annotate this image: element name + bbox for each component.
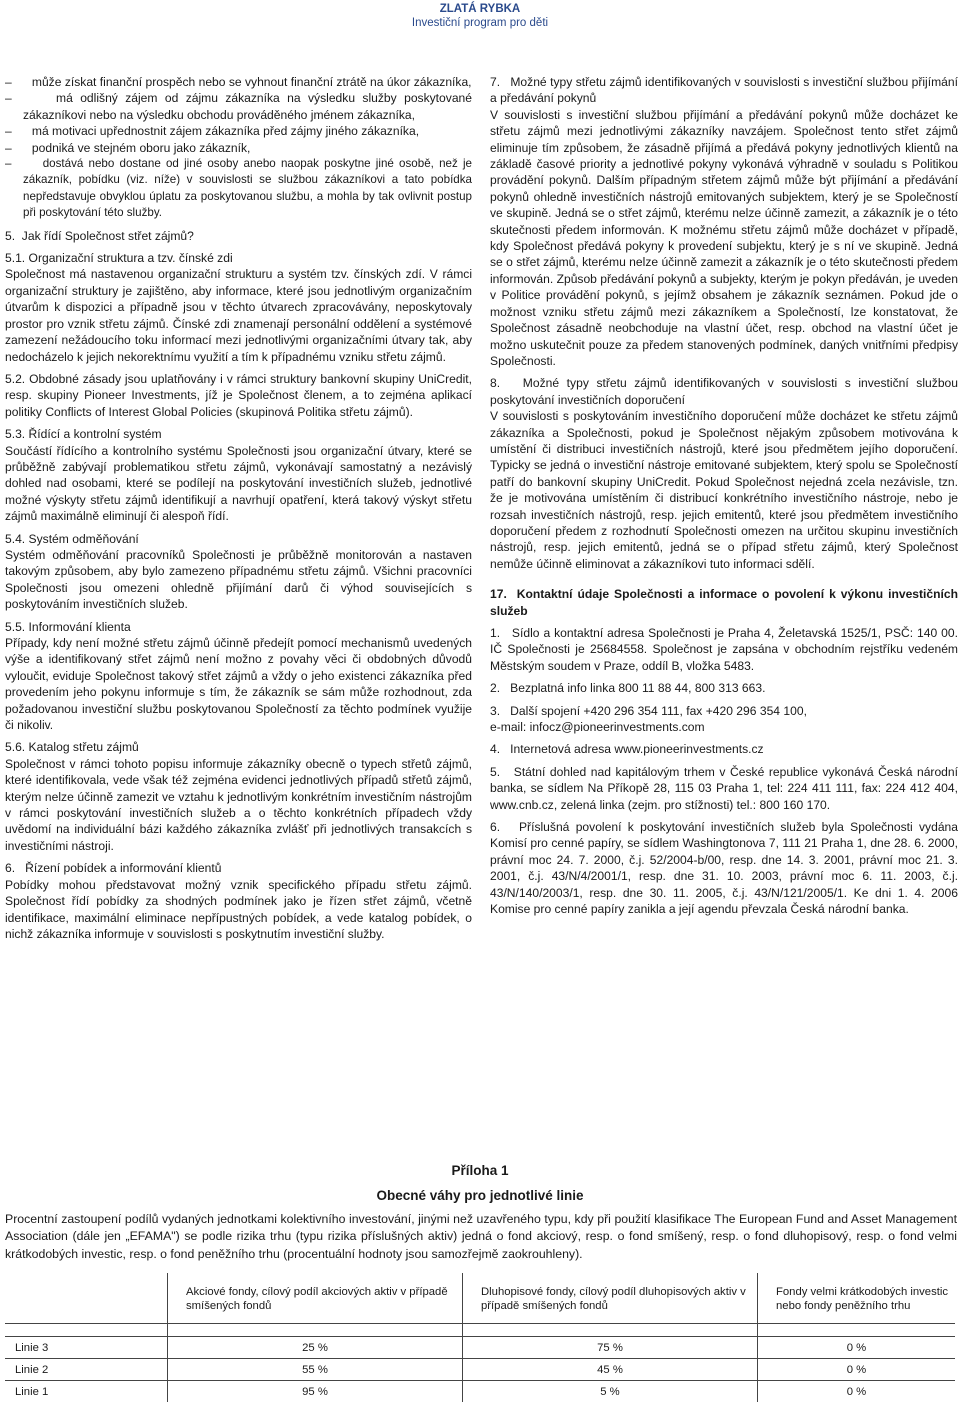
contact-item-4: 4. Internetová adresa www.pioneerinvestments.cz bbox=[490, 741, 958, 757]
section-5-4-body: Systém odměňování pracovníků Společnosti je průběžně monitorován a nastaven takovým způsobem, aby bylo zamezeno případnému střetu zájmů. Všichni pracovníci Společnosti jsou omezeni ohledně přijímání darů či výhod souvisejících s poskytováním investičních služeb. bbox=[5, 547, 472, 613]
row-label: Linie 1 bbox=[5, 1381, 168, 1402]
section-17-title: 17. Kontaktní údaje Společnosti a informace o povolení k výkonu investičních služeb bbox=[490, 586, 958, 619]
contact-item-1: 1. Sídlo a kontaktní adresa Společnosti je Praha 4, Želetavská 1525/1, PSČ: 140 00. IČ Společnosti je 25684558. Společnost je zapsána v obchodním rejstříku vedeném Městským soudem v Praze, oddíl B, vložka 5483. bbox=[490, 625, 958, 674]
bullet-same-business: – podniká ve stejném oboru jako zákazník, bbox=[5, 140, 472, 156]
table-cell: 45 % bbox=[463, 1359, 758, 1381]
bullet-inducement: – dostává nebo dostane od jiné osoby anebo naopak poskytne jiné osobě, než je zákazník, pobídku (viz. níže) v souvislosti se službou zákazníkovi a tato pobídka nepředstavuje obvyklou úplatu za poskytovanou službu, a mohla by tak ovlivnit postup při poskytování této služby. bbox=[5, 156, 472, 222]
contact-email: e-mail: infocz@pioneerinvestments.com bbox=[490, 719, 958, 735]
section-5-4-title: 5.4. Systém odměňování bbox=[5, 531, 472, 547]
annex-intro: Procentní zastoupení podílů vydaných jednotkami kolektivního investování, jinými než uzavřeného typu, kdy při použití klasifikace The European Fund and Asset Management Association (dále jen „EFAMA") se podle rizika trhu (typu rizika příslušných aktiv) jedná o fond akciový, resp. o fond smíšený, resp. o fond dluhopisový, resp. o fond velmi krátkodobých investic, resp. o fond peněžního trhu (procentuální hodnoty jsou samozřejmě zaokrouhleny). bbox=[5, 1211, 957, 1263]
two-column-body bbox=[0, 74, 960, 634]
section-7-body: V souvislosti s investiční službou přijímání a předávání pokynů může docházet ke střetu zájmů mezi jednotlivými zákazníky navzájem. Společnost tento střet zájmů eliminuje tím způsobem, že zásadně přijímá a předává pokyny jednotlivých klientů na základě časové priority a jednotlivé pokyny vykonává výhradně v souladu s Politikou provádění pokynů. Dalším případným střetem zájmů může být přijímání a předávání pokynů ohledně investičních nástrojů emitovaných subjektem, který je se Společností ve skupině. Jedná se o střet zájmů, kterému nelze účinně zamezit, a zákazník je o této skutečnosti předem informován. K možnému střetu zájmů může docházet v případě, kdy Společnost předává pokyny k provedení subjektu, který je s ní ve skupině. Jedná se o střet zájmů, kterému nelze účinně zamezit a zákazník je o této skutečnosti předem informován. Způsob předávání pokynů a subjekty, kterým je pokyn předáván, je uveden v Politice provádění pokynů, s jejímž obsahem je zákazník seznámen. Pokud jde o možnost vzniku střetu zájmů mezi zákazníkem a Společností, lze konstatovat, že Společnost zásadně neobchoduje na vlastní účet, resp. obchod na vlastní účet je možno uskutečnit pouze za předem stanovených podmínek, daných vnitřními předpisy Společnosti. bbox=[490, 107, 958, 370]
table-cell: 0 % bbox=[758, 1359, 956, 1381]
table-cell: 5 % bbox=[463, 1381, 758, 1402]
contact-item-5: 5. Státní dohled nad kapitálovým trhem v České republice vykonává Česká národní banka, se sídlem Na Příkopě 28, 115 03 Praha 1, tel: 224 411 111, fax: 224 412 404, www.cnb.cz, zelená linka (zejm. pro stížnosti) tel.: 800 160 170. bbox=[490, 764, 958, 813]
column-header-equity: Akciové fondy, cílový podíl akciových aktiv v případě smíšených fondů bbox=[168, 1273, 463, 1324]
section-7-title: 7. Možné typy střetu zájmů identifikovaných v souvislosti s investiční službou přijímání a předávání pokynů bbox=[490, 74, 958, 107]
table-cell: 55 % bbox=[168, 1359, 463, 1381]
weights-table bbox=[5, 1273, 955, 1402]
contact-item-2: 2. Bezplatná info linka 800 11 88 44, 800 313 663. bbox=[490, 680, 958, 696]
table-cell: 75 % bbox=[463, 1337, 758, 1359]
document-subtitle: Investiční program pro děti bbox=[0, 16, 960, 30]
section-5-1-title: 5.1. Organizační struktura a tzv. čínské zdi bbox=[5, 250, 472, 266]
bullet-different-interest: – má odlišný zájem od zájmu zákazníka na výsledku služby poskytované zákazníkovi nebo na výsledku obchodu prováděného jménem zákazníka, bbox=[5, 90, 472, 123]
bullet-motivation: – má motivaci upřednostnit zájem zákazníka před zájmy jiného zákazníka, bbox=[5, 123, 472, 139]
table-row bbox=[5, 1337, 955, 1359]
column-header-money-market: Fondy velmi krátkodobých investic nebo fondy peněžního trhu bbox=[758, 1273, 956, 1324]
section-5-3-title: 5.3. Řídící a kontrolní systém bbox=[5, 426, 472, 442]
contact-item-3: 3. Další spojení +420 296 354 111, fax +420 296 354 100, bbox=[490, 703, 958, 719]
table-row bbox=[5, 1359, 955, 1381]
table-spacer-row bbox=[5, 1324, 955, 1337]
table-header-row bbox=[5, 1273, 955, 1324]
section-5-title: 5. Jak řídí Společnost střet zájmů? bbox=[5, 228, 472, 244]
table-cell: 95 % bbox=[168, 1381, 463, 1402]
bullet-financial-gain: – může získat finanční prospěch nebo se vyhnout finanční ztrátě na úkor zákazníka, bbox=[5, 74, 472, 90]
table-corner bbox=[5, 1273, 168, 1324]
section-5-2: 5.2. Obdobné zásady jsou uplatňovány i v rámci struktury bankovní skupiny UniCredit, resp. skupiny Pioneer Investments, jíž je Společnost členem, a to zejména aplikací politiky Conflicts of Interest Global Policies (skupinová Politika střetu zájmů). bbox=[5, 371, 472, 420]
section-8-title: 8. Možné typy střetu zájmů identifikovaných v souvislosti s investiční službou poskytování investičních doporučení bbox=[490, 375, 958, 408]
section-5-5-title: 5.5. Informování klienta bbox=[5, 619, 472, 635]
annex-subtitle: Obecné váhy pro jednotlivé linie bbox=[0, 1186, 960, 1206]
section-5-6-title: 5.6. Katalog střetu zájmů bbox=[5, 739, 472, 755]
table-cell: 25 % bbox=[168, 1337, 463, 1359]
document-title: ZLATÁ RYBKA bbox=[0, 3, 960, 16]
row-label: Linie 3 bbox=[5, 1337, 168, 1359]
row-label: Linie 2 bbox=[5, 1359, 168, 1381]
section-6-title: 6. Řízení pobídek a informování klientů bbox=[5, 860, 472, 876]
section-5-6-body: Společnost v rámci tohoto popisu informuje zákazníky obecně o typech střetů zájmů, které identifikovala, vede však též zejména evidenci jednotlivých případů střetů zájmů, kterým nelze účinně zamezit ve vztahu k jednotlivým konkrétním investičním nástrojům v rámci poskytování investičních služeb a o těchto konkrétních případech vždy uvědomí na individuální bázi každého zákazníka zvlášť při jednotlivých transakcích s investičními nástroji. bbox=[5, 756, 472, 854]
contact-item-6: 6. Příslušná povolení k poskytování investičních služeb byla Společnosti vydána Komisí pro cenné papíry, se sídlem Washingtonova 7, 111 21 Praha 1, dne 28. 6. 2000, právní moc 24. 7. 2000, č.j. 52/2004-b/00, resp. dne 14. 3. 2001, právní moc 21. 3. 2001, č.j. 43/N/4/2001/1, resp. dne 31. 10. 2003, právní moc 6. 11. 2003, č.j. 43/N/140/2003/1, resp. dne 30. 11. 2005, č.j. 43/N/121/2005/1. Ke dni 1. 4. 2006 Komise pro cenné papíry zanikla a její agendu převzala Česká národní banka. bbox=[490, 819, 958, 917]
section-5-1-body: Společnost má nastavenou organizační strukturu a systém tzv. čínských zdí. V rámci organizační struktury je zajištěno, aby informace, které jsou jednotlivým organizačním útvarům k dispozici a případně jsou v těchto útvarech zpracovávány, neposkytovaly prostor pro vznik střetu zájmů. Čínské zdi znamenají personální oddělení a systémové zamezení nežádoucího toku informací mezi jednotlivými organizačními útvary tak, aby nedocházelo k jejich nekorektnímu využití a tím k případnému vzniku střetu zájmů. bbox=[5, 266, 472, 364]
annex-title: Příloha 1 bbox=[0, 1162, 960, 1180]
column-header-bond: Dluhopisové fondy, cílový podíl dluhopisových aktiv v případě smíšených fondů bbox=[463, 1273, 758, 1324]
left-column bbox=[5, 74, 472, 942]
table-cell: 0 % bbox=[758, 1337, 956, 1359]
page-header bbox=[0, 0, 960, 30]
annex-heading bbox=[0, 1162, 960, 1206]
table-cell: 0 % bbox=[758, 1381, 956, 1402]
section-5-5-body: Případy, kdy není možné střetu zájmů účinně předejít pomocí mechanismů uvedených výše a identifikovaný střet zájmů není možno z povahy věci či obdobných důvodů vyloučit, eviduje Společnost takový střet zájmů a vždy o jeho existenci zákazníka před provedením jeho pokynu informuje s tím, že zákazník se sám může rozhodnout, zda požadovanou investiční službu poskytovanou Společností za těchto podmínek využije či nikoliv. bbox=[5, 635, 472, 733]
section-8-body: V souvislosti s poskytováním investičního doporučení může docházet ke střetu zájmů zákazníka a Společnosti, pokud je Společnost nějakým způsobem motivována k umístění či distribuci investičních nástrojů, které jsou předmětem jejího doporučení. Typicky se jedná o investiční nástroje emitované subjektem, který spolu se Společností patří do bankovní skupiny UniCredit. Pokud Společnost nejedná zcela nezávisle, tzn. že je motivována umístěním či distribucí konkrétního investičního nástroje, nebo je rozsah investičních nástrojů, resp. jejich emitentů, které jsou předmětem investičního doporučení předem z rozhodnutí Společnosti omezen na určitou skupinu investičních nástrojů, resp. jejich emitentů, jedná se o případ střetu zájmů, který Společnost nemůže účinně eliminovat a zákazníkovi tuto informaci sdělí. bbox=[490, 408, 958, 572]
section-6-body: Pobídky mohou představovat možný vznik specifického případu střetu zájmů. Společnost řídí pobídky za shodných podmínek jako je řízen střet zájmů, včetně identifikace, maximální eliminace nepřípustných pobídek, a vede katalog pobídek, o nichž zákazníka informuje v souvislosti s poskytnutím investiční služby. bbox=[5, 877, 472, 943]
right-column bbox=[490, 74, 958, 918]
section-5-3-body: Součástí řídícího a kontrolního systému Společnosti jsou organizační útvary, které se průběžně zabývají problematikou střetu zájmů, vykonávají samostatný a nezávislý dohled nad osobami, které se podílejí na poskytování investičních služeb, jednotlivé možné výskyty střetu zájmů identifikují a navrhují opatření, která takový výskyt střetu zájmů maximálně eliminují či alespoň řídí. bbox=[5, 443, 472, 525]
